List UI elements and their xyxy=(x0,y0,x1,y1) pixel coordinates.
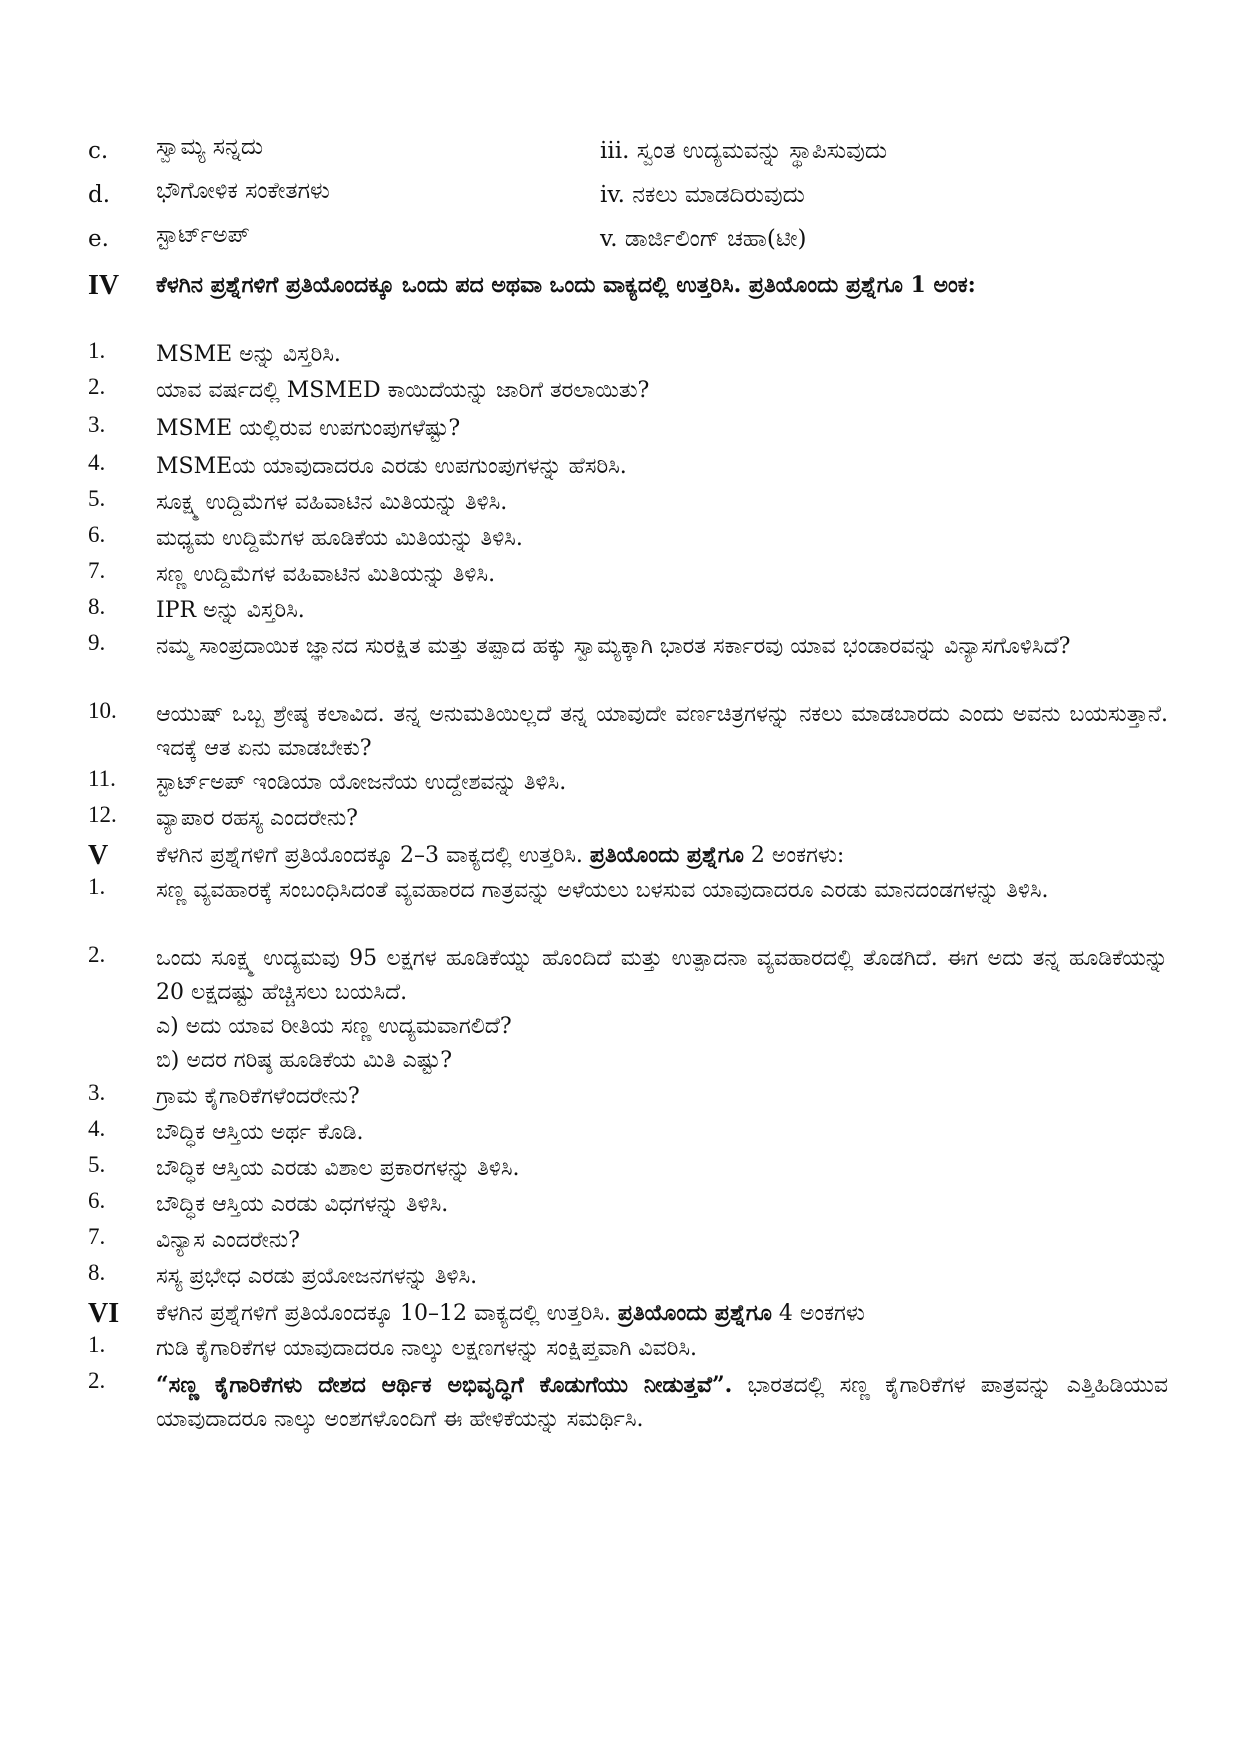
question-text: ಬೌದ್ಧಿಕ ಆಸ್ತಿಯ ಅರ್ಥ ಕೊಡಿ. xyxy=(156,1120,364,1145)
question-text: ವ್ಯಾಪಾರ ರಹಸ್ಯ ಎಂದರೇನು? xyxy=(156,806,358,831)
question-number: 3. xyxy=(88,412,106,437)
match-right-text: iii. ಸ್ವಂತ ಉದ್ಯಮವನ್ನು ಸ್ಥಾಪಿಸುವುದು xyxy=(600,138,888,164)
question-text: ಆಯುಷ್ ಒಬ್ಬ ಶ್ರೇಷ್ಠ ಕಲಾವಿದ. ತನ್ನ ಅನುಮತಿಯಿಲ್ಲದೆ ತನ್ನ ಯಾವುದೇ ವರ್ಣಚಿತ್ರಗಳನ್ನು ನಕಲು ಮಾಡಬಾರದು ಎಂದು ಅವನು ಬಯಸುತ್ತಾನೆ. ಇದಕ್ಕೆ ಆತ ಏನು ಮಾಡಬೇಕು? xyxy=(156,702,1168,761)
question-number: 7. xyxy=(88,558,106,583)
question-text: ಸಸ್ಯ ಪ್ರಭೇಧ ಎರಡು ಪ್ರಯೋಜನಗಳನ್ನು ತಿಳಿಸಿ. xyxy=(156,1264,478,1289)
question-number: 8. xyxy=(88,594,106,619)
section-v-heading xyxy=(88,838,1168,874)
question-text: MSMEಯ ಯಾವುದಾದರೂ ಎರಡು ಉಪಗುಂಪುಗಳನ್ನು ಹೆಸರಿಸಿ. xyxy=(156,454,627,479)
question-text-group xyxy=(156,1368,1168,1437)
question-text: ಸೂಕ್ಷ್ಮ ಉದ್ದಿಮೆಗಳ ವಹಿವಾಟಿನ ಮಿತಿಯನ್ನು ತಿಳಿಸಿ. xyxy=(156,490,508,515)
question-number: 5. xyxy=(88,1152,106,1177)
question-number: 5. xyxy=(88,486,106,511)
section-vi-heading xyxy=(88,1296,1168,1332)
question-text: ಸಣ್ಣ ವ್ಯವಹಾರಕ್ಕೆ ಸಂಬಂಧಿಸಿದಂತೆ ವ್ಯವಹಾರದ ಗಾತ್ರವನ್ನು ಅಳೆಯಲು ಬಳಸುವ ಯಾವುದಾದರೂ ಎರಡು ಮಾನದಂಡಗಳನ್ನು ತಿಳಿಸಿ. xyxy=(156,878,1049,903)
question-number: 1. xyxy=(88,338,106,363)
question-text: ಬೌದ್ಧಿಕ ಆಸ್ತಿಯ ಎರಡು ವಿಶಾಲ ಪ್ರಕಾರಗಳನ್ನು ತಿಳಿಸಿ. xyxy=(156,1156,520,1181)
match-row xyxy=(88,134,1168,174)
instruction-text: ಕೆಳಗಿನ ಪ್ರಶ್ನೆಗಳಿಗೆ ಪ್ರತಿಯೊಂದಕ್ಕೂ 10–12 ವಾಕ್ಯದಲ್ಲಿ ಉತ್ತರಿಸಿ. xyxy=(156,1301,611,1326)
section-number: V xyxy=(88,840,109,871)
instruction-text: ಕೆಳಗಿನ ಪ್ರಶ್ನೆಗಳಿಗೆ ಪ್ರತಿಯೊಂದಕ್ಕೂ 2–3 ವಾಕ್ಯದಲ್ಲಿ ಉತ್ತರಿಸಿ. xyxy=(156,843,583,868)
question-text: IPR ಅನ್ನು ವಿಸ್ತರಿಸಿ. xyxy=(156,598,305,623)
match-left-text: ಸ್ಟಾರ್ಟ್‌ಅಪ್ xyxy=(156,222,250,248)
question-text: ಸಣ್ಣ ಉದ್ದಿಮೆಗಳ ವಹಿವಾಟಿನ ಮಿತಿಯನ್ನು ತಿಳಿಸಿ. xyxy=(156,562,496,587)
question-text: ಯಾವ ವರ್ಷದಲ್ಲಿ MSMED ಕಾಯಿದೆಯನ್ನು ಜಾರಿಗೆ ತರಲಾಯಿತು? xyxy=(156,378,650,403)
question-text: ಬೌದ್ಧಿಕ ಆಸ್ತಿಯ ಎರಡು ವಿಧಗಳನ್ನು ತಿಳಿಸಿ. xyxy=(156,1192,449,1217)
match-left-text: ಭೌಗೋಳಿಕ ಸಂಕೇತಗಳು xyxy=(156,178,330,204)
instruction-bold-text: ಪ್ರತಿಯೊಂದು ಪ್ರಶ್ನೆಗೂ xyxy=(617,1300,772,1326)
question-number: 3. xyxy=(88,1080,106,1105)
match-left-text: ಸ್ವಾಮ್ಯ ಸನ್ನದು xyxy=(156,134,264,160)
question-number: 6. xyxy=(88,522,106,547)
question-text: ಒಂದು ಸೂಕ್ಷ್ಮ ಉದ್ಯಮವು 95 ಲಕ್ಷಗಳ ಹೂಡಿಕೆಯ್ನು ಹೊಂದಿದೆ ಮತ್ತು ಉತ್ಪಾದನಾ ವ್ಯವಹಾರದಲ್ಲಿ ತೊಡಗಿದೆ. ಈಗ ಅದು ತನ್ನ ಹೂಡಿಕೆಯನ್ನು 20 ಲಕ್ಷದಷ್ಟು ಹೆಚ್ಚಿಸಲು ಬಯಸಿದೆ. xyxy=(156,946,1168,1005)
question-subpart-b: ಬಿ) ಅದರ ಗರಿಷ್ಠ ಹೂಡಿಕೆಯ ಮಿತಿ ಎಷ್ಟು? xyxy=(156,1048,453,1073)
question-text: ನಮ್ಮ ಸಾಂಪ್ರದಾಯಿಕ ಜ್ಞಾನದ ಸುರಕ್ಷಿತ ಮತ್ತು ತಪ್ಪಾದ ಹಕ್ಕು ಸ್ವಾಮ್ಯಕ್ಕಾಗಿ ಭಾರತ ಸರ್ಕಾರವು ಯಾವ ಭಂಡಾರವನ್ನು ವಿನ್ಯಾಸಗೊಳಿಸಿದೆ? xyxy=(156,634,1071,659)
section-number: IV xyxy=(88,270,120,301)
question-subpart-a: ಎ) ಅದು ಯಾವ ರೀತಿಯ ಸಣ್ಣ ಉದ್ಯಮವಾಗಲಿದೆ? xyxy=(156,1014,512,1039)
match-right-text: v. ಡಾರ್ಜಿಲಿಂಗ್ ಚಹಾ(ಟೀ) xyxy=(600,226,807,252)
match-row xyxy=(88,222,1168,262)
match-letter: e. xyxy=(88,226,109,252)
question-number: 4. xyxy=(88,450,106,475)
question-number: 6. xyxy=(88,1188,106,1213)
question-text: MSME ಯಲ್ಲಿರುವ ಉಪಗುಂಪುಗಳೆಷ್ಟು? xyxy=(156,416,461,441)
instruction-marks: 4 ಅಂಕಗಳು xyxy=(778,1301,865,1326)
question-number: 2. xyxy=(88,1368,106,1393)
question-quote: “ಸಣ್ಣ ಕೈಗಾರಿಕೆಗಳು ದೇಶದ ಆರ್ಥಿಕ ಅಭಿವೃದ್ಧಿಗೆ ಕೊಡುಗೆಯು ನೀಡುತ್ತವೆ”. xyxy=(156,1372,733,1398)
instruction-marks: 2 ಅಂಕಗಳು: xyxy=(750,843,845,868)
section-instruction xyxy=(156,1296,1168,1331)
instruction-bold-text: ಪ್ರತಿಯೊಂದು ಪ್ರಶ್ನೆಗೂ xyxy=(589,842,744,868)
question-number: 1. xyxy=(88,1332,106,1357)
question-number: 11. xyxy=(88,766,116,791)
question-number: 9. xyxy=(88,630,106,655)
question-text-group xyxy=(156,942,1168,1078)
question-number: 12. xyxy=(88,802,117,827)
question-text: MSME ಅನ್ನು ವಿಸ್ತರಿಸಿ. xyxy=(156,342,341,367)
section-iv-heading xyxy=(88,268,1168,338)
match-letter: d. xyxy=(88,182,111,208)
match-letter: c. xyxy=(88,138,109,164)
section-instruction xyxy=(156,838,1168,873)
match-right-text: iv. ನಕಲು ಮಾಡದಿರುವುದು xyxy=(600,182,805,208)
section-number: VI xyxy=(88,1298,120,1329)
question-number: 2. xyxy=(88,942,106,967)
question-text: ಗುಡಿ ಕೈಗಾರಿಕೆಗಳ ಯಾವುದಾದರೂ ನಾಲ್ಕು ಲಕ್ಷಣಗಳನ್ನು ಸಂಕ್ಷಿಪ್ತವಾಗಿ ವಿವರಿಸಿ. xyxy=(156,1336,698,1361)
question-number: 10. xyxy=(88,698,117,723)
question-text: ಸ್ಟಾರ್ಟ್‌ಅಪ್ ಇಂಡಿಯಾ ಯೋಜನೆಯ ಉದ್ದೇಶವನ್ನು ತಿಳಿಸಿ. xyxy=(156,770,567,795)
question-number: 1. xyxy=(88,874,106,899)
question-text: ಭಾರತದಲ್ಲಿ ಸಣ್ಣ ಕೈಗಾರಿಕೆಗಳ ಪಾತ್ರವನ್ನು ಎತ್ತಿಹಿಡಿಯುವ ಯಾವುದಾದರೂ ನಾಲ್ಕು ಅಂಶಗಳೊಂದಿಗೆ ಈ ಹೇಳಿಕೆಯನ್ನು ಸಮರ್ಥಿಸಿ. xyxy=(156,1373,1169,1432)
match-row xyxy=(88,178,1168,218)
question-number: 2. xyxy=(88,374,106,399)
question-number: 8. xyxy=(88,1260,106,1285)
question-number: 7. xyxy=(88,1224,106,1249)
section-instruction: ಕೆಳಗಿನ ಪ್ರಶ್ನೆಗಳಿಗೆ ಪ್ರತಿಯೊಂದಕ್ಕೂ ಒಂದು ಪದ ಅಥವಾ ಒಂದು ವಾಕ್ಯದಲ್ಲಿ ಉತ್ತರಿಸಿ. ಪ್ರತಿಯೊಂದು ಪ್ರಶ್ನೆಗೂ 1 ಅಂಕ: xyxy=(156,272,976,298)
question-text: ವಿನ್ಯಾಸ ಎಂದರೇನು? xyxy=(156,1228,300,1253)
question-text: ಮಧ್ಯಮ ಉದ್ದಿಮೆಗಳ ಹೂಡಿಕೆಯ ಮಿತಿಯನ್ನು ತಿಳಿಸಿ. xyxy=(156,526,523,551)
question-text: ಗ್ರಾಮ ಕೈಗಾರಿಕೆಗಳೆಂದರೇನು? xyxy=(156,1084,360,1109)
question-number: 4. xyxy=(88,1116,106,1141)
